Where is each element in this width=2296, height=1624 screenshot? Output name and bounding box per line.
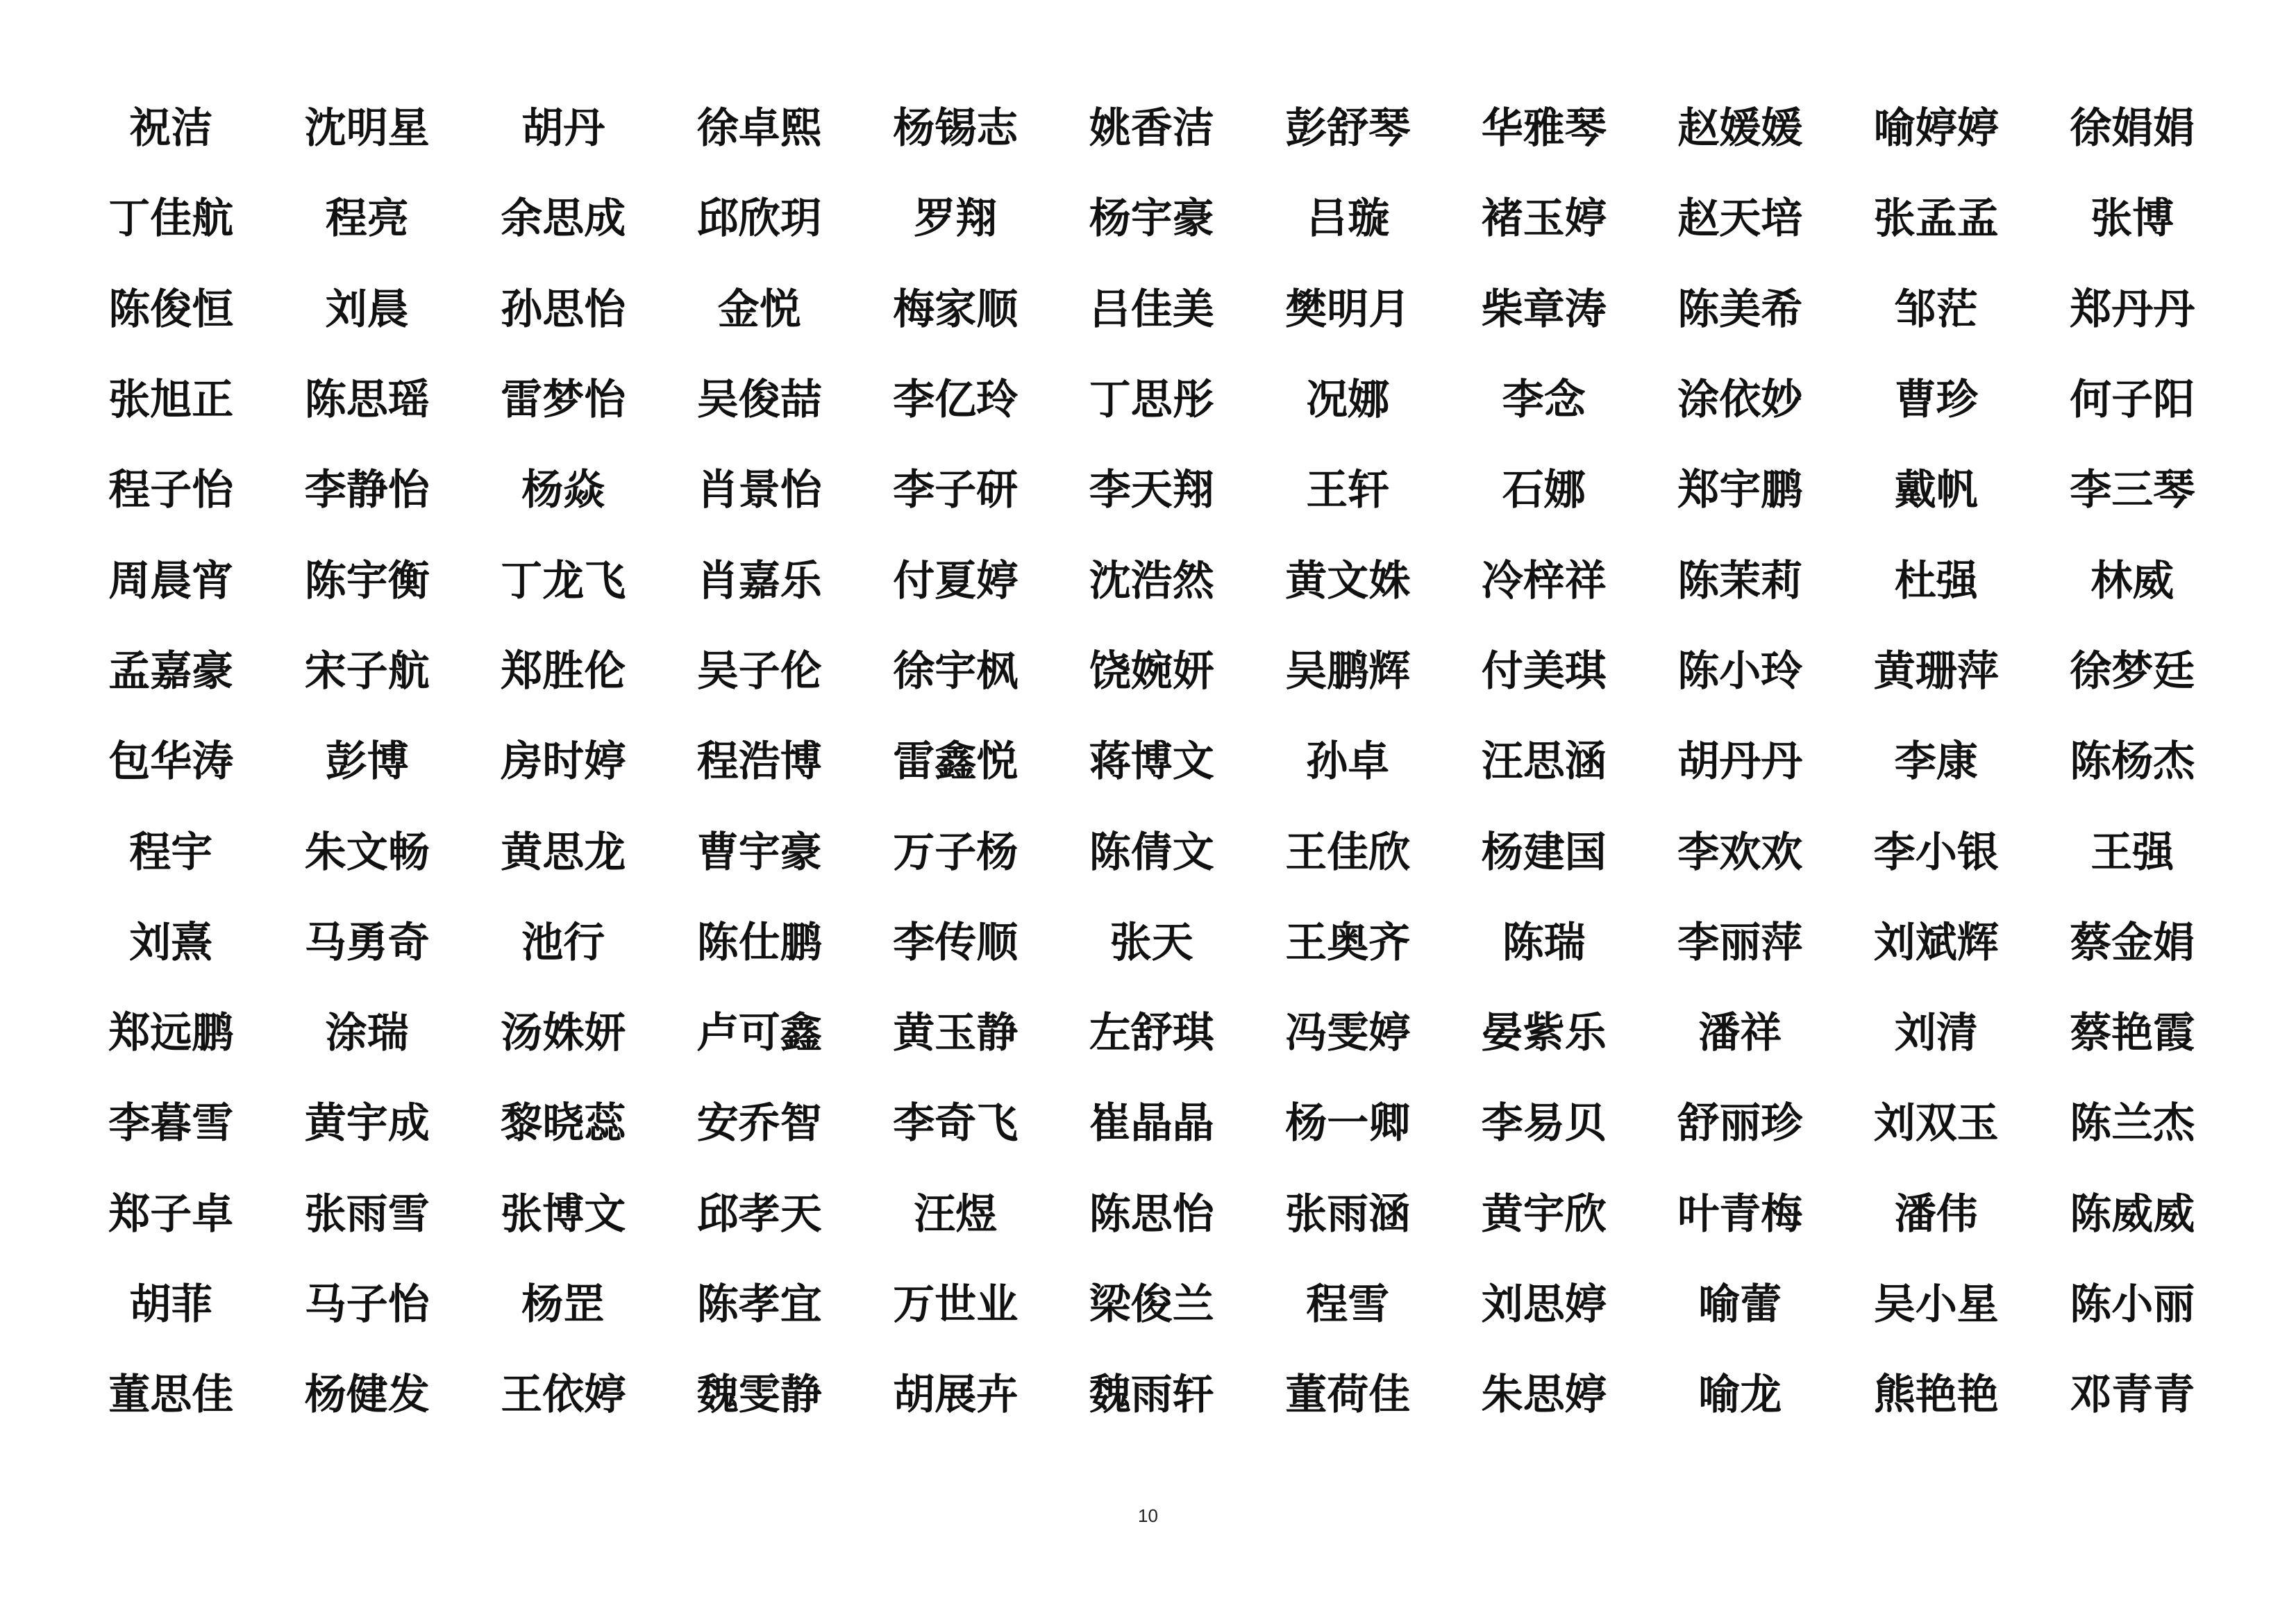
name-cell: 陈小玲: [1677, 646, 1803, 696]
name-cell: 邱孝天: [696, 1189, 822, 1239]
name-cell: 罗翔: [914, 194, 998, 244]
name-cell: 邹茫: [1894, 285, 1978, 334]
name-cell: 丁佳航: [108, 194, 234, 244]
name-cell: 赵天培: [1677, 194, 1803, 244]
name-cell: 魏雯静: [696, 1371, 822, 1420]
name-cell: 赵媛媛: [1677, 104, 1803, 153]
name-cell: 黄珊萍: [1873, 646, 1999, 696]
name-cell: 陈孝宜: [696, 1280, 822, 1329]
name-cell: 彭舒琴: [1285, 104, 1411, 153]
name-cell: 陈茉莉: [1677, 556, 1803, 605]
name-cell: 崔晶晶: [1089, 1099, 1214, 1148]
name-cell: 朱文畅: [304, 828, 430, 877]
name-cell: 晏紫乐: [1481, 1009, 1607, 1058]
name-cell: 张雨雪: [304, 1189, 430, 1239]
name-cell: 朱思婷: [1481, 1371, 1607, 1420]
name-cell: 董思佳: [108, 1371, 234, 1420]
name-cell: 潘祥: [1698, 1009, 1782, 1058]
name-cell: 黄宇成: [304, 1099, 430, 1148]
name-cell: 程子怡: [108, 466, 234, 515]
name-cell: 王强: [2090, 828, 2175, 877]
name-cell: 陈俊恒: [108, 285, 234, 334]
name-cell: 刘清: [1894, 1009, 1978, 1058]
name-cell: 张博: [2090, 194, 2175, 244]
name-cell: 汤姝妍: [501, 1009, 626, 1058]
name-cell: 陈宇衡: [304, 556, 430, 605]
name-cell: 黄宇欣: [1481, 1189, 1607, 1239]
name-cell: 陈兰杰: [2070, 1099, 2195, 1148]
name-cell: 李丽萍: [1677, 918, 1803, 967]
name-cell: 姚香洁: [1089, 104, 1214, 153]
name-cell: 陈瑞: [1502, 918, 1586, 967]
name-cell: 吴鹏辉: [1285, 646, 1411, 696]
name-cell: 梁俊兰: [1089, 1280, 1214, 1329]
name-cell: 张博文: [501, 1189, 626, 1239]
name-cell: 余思成: [501, 194, 626, 244]
name-cell: 陈思怡: [1089, 1189, 1214, 1239]
name-cell: 郑胜伦: [501, 646, 626, 696]
name-cell: 马子怡: [304, 1280, 430, 1329]
name-cell: 刘熹: [129, 918, 213, 967]
name-cell: 杨罡: [521, 1280, 605, 1329]
name-cell: 沈浩然: [1089, 556, 1214, 605]
name-cell: 喻龙: [1698, 1371, 1782, 1420]
name-cell: 柴章涛: [1481, 285, 1607, 334]
name-cell: 吴小星: [1873, 1280, 1999, 1329]
name-cell: 李三琴: [2070, 466, 2195, 515]
name-cell: 杜强: [1894, 556, 1978, 605]
name-cell: 邓青青: [2070, 1371, 2195, 1420]
name-cell: 吴子伦: [696, 646, 822, 696]
name-cell: 池行: [521, 918, 605, 967]
name-cell: 万世业: [893, 1280, 1019, 1329]
name-cell: 程雪: [1306, 1280, 1390, 1329]
name-cell: 万子杨: [893, 828, 1019, 877]
name-cell: 程宇: [129, 828, 213, 877]
name-cell: 喻婷婷: [1873, 104, 1999, 153]
name-cell: 郑丹丹: [2070, 285, 2195, 334]
name-cell: 董荷佳: [1285, 1371, 1411, 1420]
name-cell: 程亮: [325, 194, 409, 244]
name-cell: 丁龙飞: [501, 556, 626, 605]
name-cell: 刘斌辉: [1873, 918, 1999, 967]
name-cell: 杨健发: [304, 1371, 430, 1420]
name-cell: 付夏婷: [893, 556, 1019, 605]
name-cell: 黄思龙: [501, 828, 626, 877]
name-cell: 蒋博文: [1089, 737, 1214, 787]
name-cell: 刘双玉: [1873, 1099, 1999, 1148]
name-cell: 李奇飞: [893, 1099, 1019, 1148]
name-cell: 蔡艳霞: [2070, 1009, 2195, 1058]
name-cell: 彭博: [325, 737, 409, 787]
name-cell: 李静怡: [304, 466, 430, 515]
name-cell: 杨焱: [521, 466, 605, 515]
name-cell: 李小银: [1873, 828, 1999, 877]
name-cell: 汪思涵: [1481, 737, 1607, 787]
name-cell: 黄玉静: [893, 1009, 1019, 1058]
name-cell: 陈威威: [2070, 1189, 2195, 1239]
name-cell: 杨宇豪: [1089, 194, 1214, 244]
name-cell: 胡丹丹: [1677, 737, 1803, 787]
name-cell: 黄文姝: [1285, 556, 1411, 605]
name-cell: 蔡金娟: [2070, 918, 2195, 967]
name-cell: 黎晓蕊: [501, 1099, 626, 1148]
name-cell: 周晨宵: [108, 556, 234, 605]
name-cell: 徐梦廷: [2070, 646, 2195, 696]
name-cell: 李传顺: [893, 918, 1019, 967]
name-cell: 马勇奇: [304, 918, 430, 967]
name-cell: 李暮雪: [108, 1099, 234, 1148]
name-cell: 李亿玲: [893, 376, 1019, 425]
name-cell: 杨建国: [1481, 828, 1607, 877]
name-cell: 徐卓熙: [696, 104, 822, 153]
name-cell: 杨一卿: [1285, 1099, 1411, 1148]
name-cell: 孙卓: [1306, 737, 1390, 787]
name-cell: 陈仕鹏: [696, 918, 822, 967]
name-cell: 胡丹: [521, 104, 605, 153]
name-cell: 汪煜: [914, 1189, 998, 1239]
name-cell: 邱欣玥: [696, 194, 822, 244]
name-cell: 卢可鑫: [696, 1009, 822, 1058]
name-cell: 程浩博: [696, 737, 822, 787]
name-cell: 冯雯婷: [1285, 1009, 1411, 1058]
name-cell: 杨锡志: [893, 104, 1019, 153]
name-cell: 郑子卓: [108, 1189, 234, 1239]
name-cell: 孟嘉豪: [108, 646, 234, 696]
name-cell: 戴帆: [1894, 466, 1978, 515]
name-cell: 郑宇鹏: [1677, 466, 1803, 515]
name-cell: 陈杨杰: [2070, 737, 2195, 787]
name-cell: 李念: [1502, 376, 1586, 425]
name-cell: 王轩: [1306, 466, 1390, 515]
name-cell: 梅家顺: [893, 285, 1019, 334]
name-cell: 褚玉婷: [1481, 194, 1607, 244]
name-cell: 吴俊喆: [696, 376, 822, 425]
name-list-grid: [73, 80, 2195, 1437]
name-cell: 冷梓祥: [1481, 556, 1607, 605]
name-cell: 刘思婷: [1481, 1280, 1607, 1329]
name-cell: 包华涛: [108, 737, 234, 787]
name-cell: 张孟孟: [1873, 194, 1999, 244]
name-cell: 李易贝: [1481, 1099, 1607, 1148]
name-cell: 王佳欣: [1285, 828, 1411, 877]
name-cell: 况娜: [1306, 376, 1390, 425]
name-cell: 陈倩文: [1089, 828, 1214, 877]
name-cell: 陈小丽: [2070, 1280, 2195, 1329]
name-cell: 刘晨: [325, 285, 409, 334]
name-cell: 李康: [1894, 737, 1978, 787]
name-cell: 祝洁: [129, 104, 213, 153]
name-cell: 石娜: [1502, 466, 1586, 515]
name-cell: 郑远鹏: [108, 1009, 234, 1058]
name-cell: 潘伟: [1894, 1189, 1978, 1239]
name-cell: 孙思怡: [501, 285, 626, 334]
name-cell: 李天翔: [1089, 466, 1214, 515]
name-cell: 涂依妙: [1677, 376, 1803, 425]
name-cell: 付美琪: [1481, 646, 1607, 696]
name-cell: 宋子航: [304, 646, 430, 696]
name-cell: 李子研: [893, 466, 1019, 515]
name-cell: 沈明星: [304, 104, 430, 153]
name-cell: 曹珍: [1894, 376, 1978, 425]
name-cell: 张天: [1109, 918, 1193, 967]
name-cell: 金悦: [717, 285, 801, 334]
name-cell: 何子阳: [2070, 376, 2195, 425]
name-cell: 张旭正: [108, 376, 234, 425]
name-cell: 涂瑞: [325, 1009, 409, 1058]
name-cell: 陈美希: [1677, 285, 1803, 334]
name-cell: 房时婷: [501, 737, 626, 787]
name-cell: 舒丽珍: [1677, 1099, 1803, 1148]
name-cell: 喻蕾: [1698, 1280, 1782, 1329]
name-cell: 张雨涵: [1285, 1189, 1411, 1239]
name-cell: 徐宇枫: [893, 646, 1019, 696]
name-cell: 丁思彤: [1089, 376, 1214, 425]
name-cell: 曹宇豪: [696, 828, 822, 877]
name-cell: 雷鑫悦: [893, 737, 1019, 787]
name-cell: 陈思瑶: [304, 376, 430, 425]
name-cell: 饶婉妍: [1089, 646, 1214, 696]
name-cell: 胡展卉: [893, 1371, 1019, 1420]
name-cell: 雷梦怡: [501, 376, 626, 425]
name-cell: 林威: [2090, 556, 2175, 605]
name-cell: 魏雨轩: [1089, 1371, 1214, 1420]
name-cell: 吕璇: [1306, 194, 1390, 244]
name-cell: 胡菲: [129, 1280, 213, 1329]
name-cell: 樊明月: [1285, 285, 1411, 334]
name-cell: 华雅琴: [1481, 104, 1607, 153]
name-cell: 王奥齐: [1285, 918, 1411, 967]
name-cell: 徐娟娟: [2070, 104, 2195, 153]
name-cell: 李欢欢: [1677, 828, 1803, 877]
name-cell: 左舒琪: [1089, 1009, 1214, 1058]
name-cell: 王依婷: [501, 1371, 626, 1420]
name-cell: 叶青梅: [1677, 1189, 1803, 1239]
page-number: 10: [1138, 1505, 1158, 1526]
name-cell: 安乔智: [696, 1099, 822, 1148]
name-cell: 熊艳艳: [1873, 1371, 1999, 1420]
name-cell: 肖嘉乐: [696, 556, 822, 605]
name-cell: 肖景怡: [696, 466, 822, 515]
name-cell: 吕佳美: [1089, 285, 1214, 334]
